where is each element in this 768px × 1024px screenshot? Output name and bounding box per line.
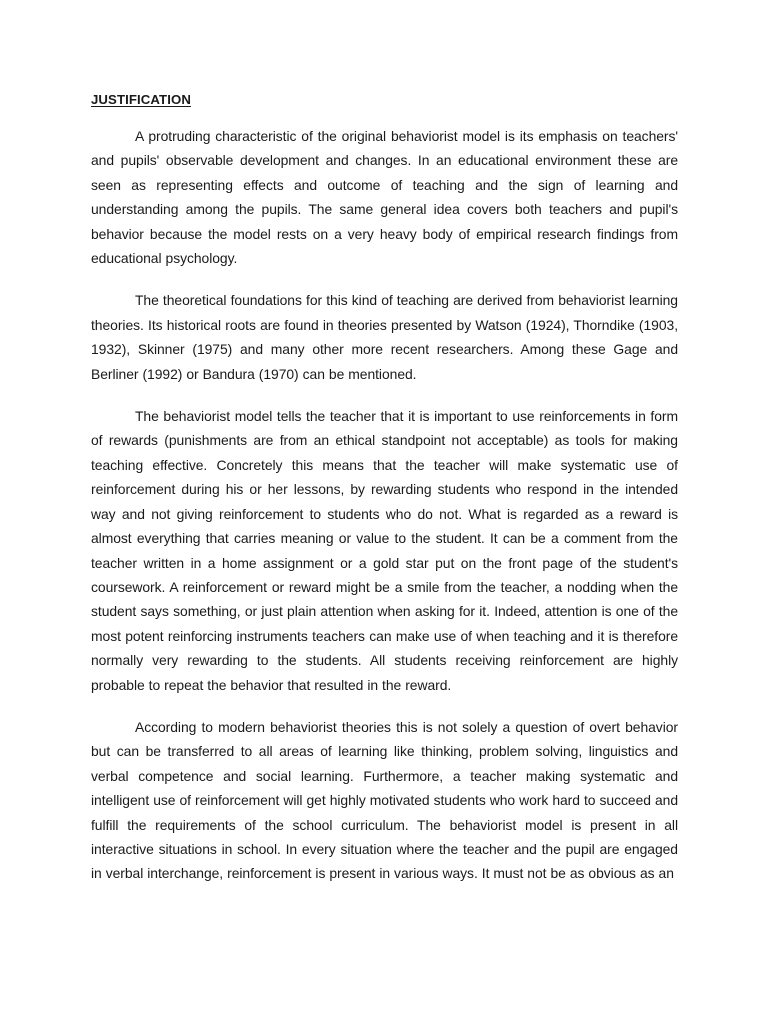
section-heading: JUSTIFICATION xyxy=(91,92,191,107)
paragraph-2: The theoretical foundations for this kind of teaching are derived from behaviorist learning theories. Its historical roots are found in theories presented by Watson (1924), Thorndike (1903, 1932), Skinner (1975) and many other more recent researchers. Among these Gage and Berliner (1992) or Bandura (1970) can be mentioned. xyxy=(91,292,678,382)
paragraph-3: The behaviorist model tells the teacher that it is important to use reinforcements in form of rewards (punishments are from an ethical standpoint not acceptable) as tools for making teaching effective. Concretely this means that the teacher will make systematic use of reinforcement during his or her lessons, by rewarding students who respond in the intended way and not giving reinforcement to students who do not. What is regarded as a reward is almost everything that carries meaning or value to the student. It can be a comment from the teacher written in a home assignment or a gold star put on the front page of the student's coursework. A reinforcement or reward might be a smile from the teacher, a nodding when the student says something, or just plain attention when asking for it. Indeed, attention is one of the most potent reinforcing instruments teachers can make use of when teaching and it is therefore normally very rewarding to the students. All students receiving reinforcement are highly probable to repeat the behavior that resulted in the reward. xyxy=(91,408,678,693)
paragraph-4: According to modern behaviorist theories this is not solely a question of overt behavior but can be transferred to all areas of learning like thinking, problem solving, linguistics and verbal competence and social learning. Furthermore, a teacher making systematic and intelligent use of reinforcement will get highly motivated students who work hard to succeed and fulfill the requirements of the school curriculum. The behaviorist model is present in all interactive situations in school. In every situation where the teacher and the pupil are engaged in verbal interchange, reinforcement is present in various ways. It must not be as obvious as an xyxy=(91,718,678,882)
document-page xyxy=(91,88,678,904)
paragraph-1: A protruding characteristic of the original behaviorist model is its emphasis on teachers' and pupils' observable development and changes. In an educational environment these are seen as representing effects and outcome of teaching and the sign of learning and understanding among the pupils. The same general idea covers both teachers and pupil's behavior because the model rests on a very heavy body of empirical research findings from educational psychology. xyxy=(91,128,678,267)
